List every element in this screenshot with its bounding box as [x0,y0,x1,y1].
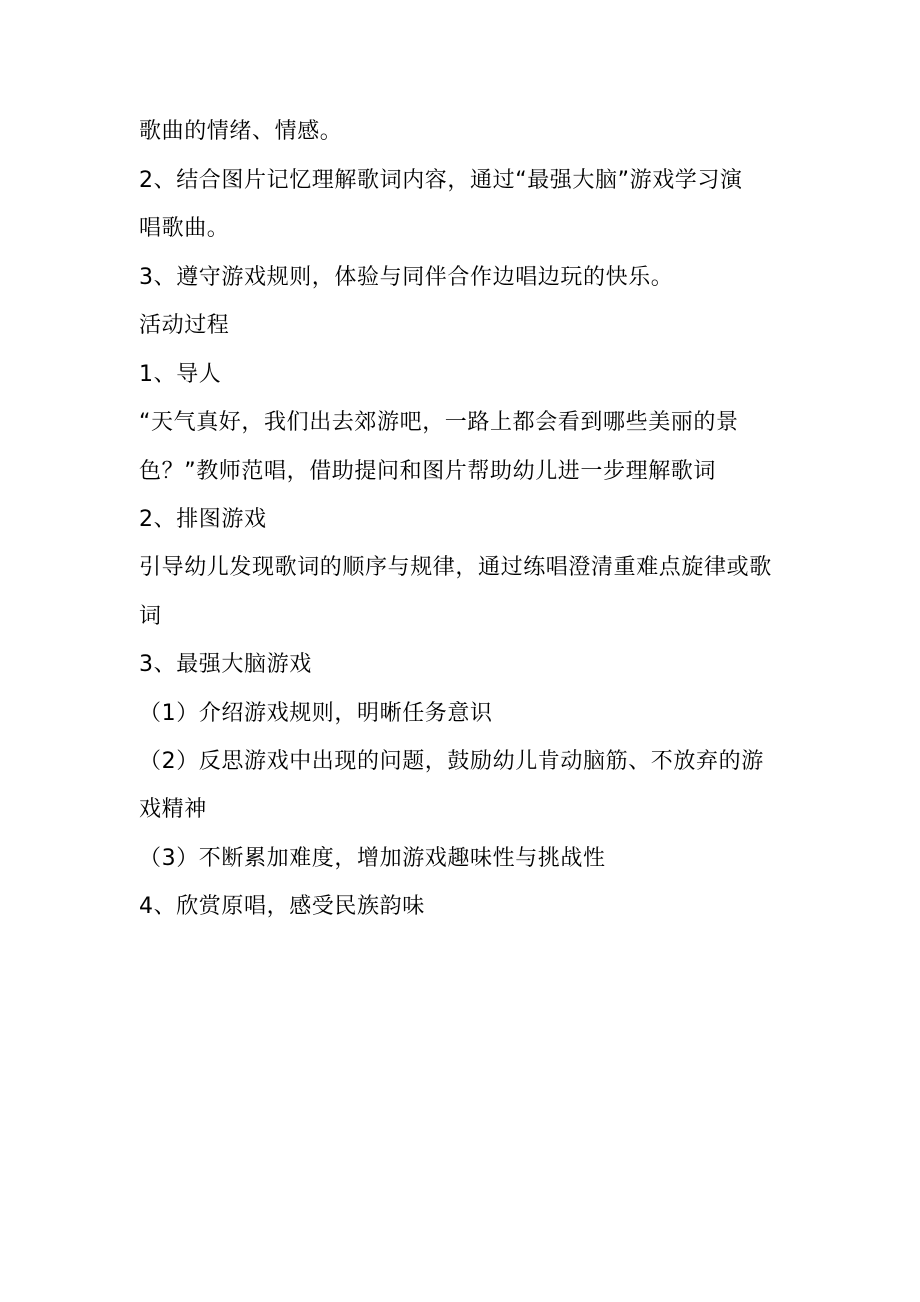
text-line-goal-2: 2、结合图片记忆理解歌词内容，通过“最强大脑”游戏学习演 [139,168,743,193]
text-line-brain-game-2: （2）反思游戏中出现的问题，鼓励幼儿肯动脑筋、不放弃的游 [139,749,764,774]
step-heading-appreciate: 4、欣赏原唱，感受民族韵味 [139,894,425,919]
step-heading-introduction: 1、导人 [139,362,222,387]
step-heading-brain-game: 3、最强大脑游戏 [139,652,312,677]
text-line-goal-3: 3、遵守游戏规则，体验与同伴合作边唱边玩的快乐。 [139,265,674,290]
text-line-picture-game-1: 引导幼儿发现歌词的顺序与规律，通过练唱澄清重难点旋律或歌 [139,555,772,580]
text-line-picture-game-2: 词 [139,604,162,629]
text-line-intro-2: 色？”教师范唱，借助提问和图片帮助幼儿进一步理解歌词 [139,459,716,484]
text-line-brain-game-3: （3）不断累加难度，增加游戏趣味性与挑战性 [139,846,606,871]
text-line-brain-game-1: （1）介绍游戏规则，明晰任务意识 [139,701,493,726]
text-line-goal-2-end: 唱歌曲。 [139,216,230,241]
section-heading-activity-process: 活动过程 [139,313,230,338]
text-line-goal-1-end: 歌曲的情绪、情感。 [139,119,343,144]
text-line-brain-game-2-end: 戏精神 [139,797,207,822]
text-line-intro-1: “天气真好，我们出去郊游吧，一路上都会看到哪些美丽的景 [139,410,739,435]
step-heading-picture-game: 2、排图游戏 [139,507,267,532]
